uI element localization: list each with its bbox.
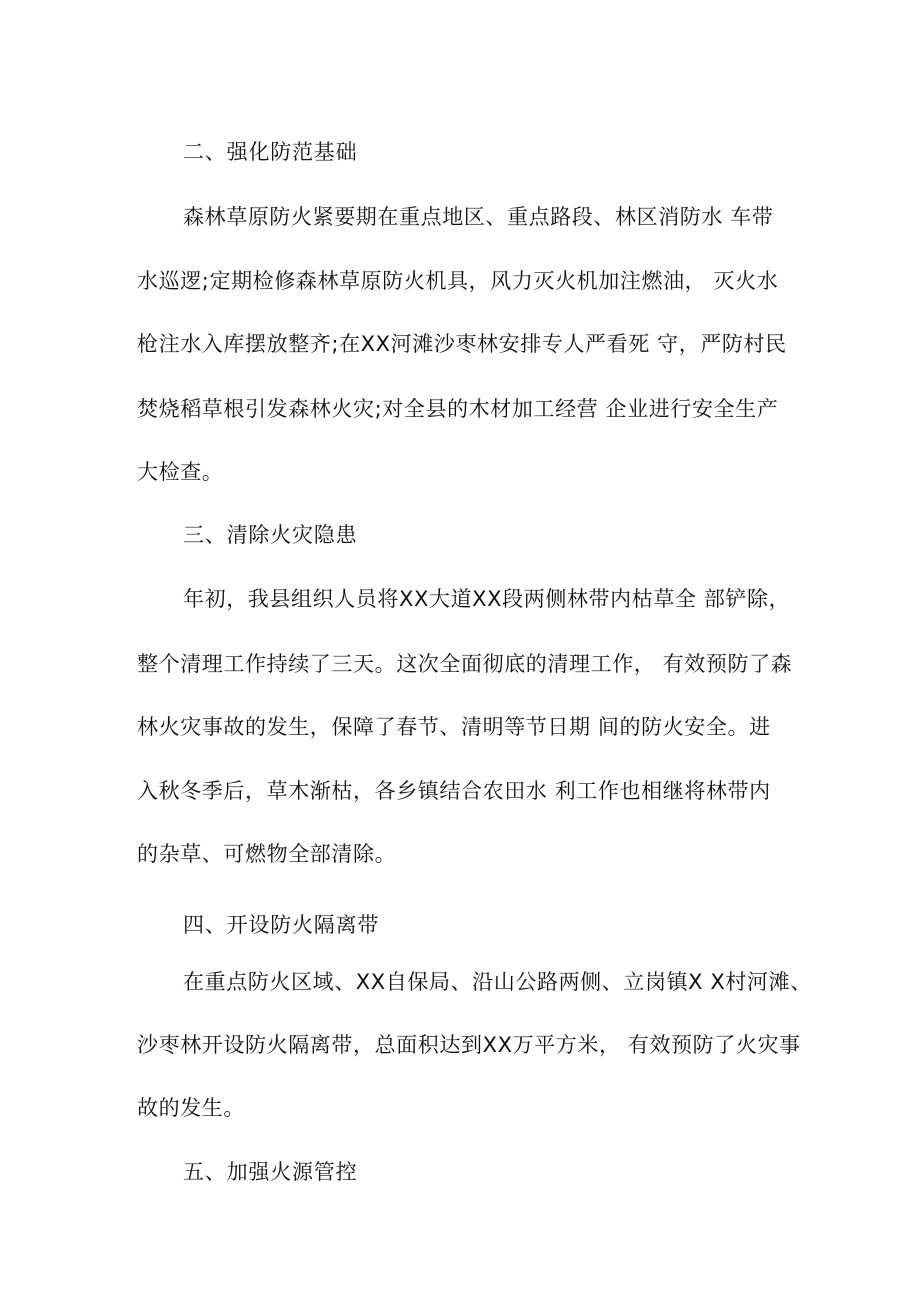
section-heading: 五、加强火源管控 [183, 1160, 358, 1184]
paragraph-line: 林火灾事故的发生，保障了春节、清明等节日期 间的防火安全。进 [137, 715, 771, 739]
paragraph-line: 焚烧稻草根引发森林火灾;对全县的木材加工经营 企业进行安全生产 [137, 397, 779, 421]
paragraph-line: 入秋冬季后，草木渐枯，各乡镇结合农田水 利工作也相继将林带内 [137, 779, 771, 803]
paragraph-line: 水巡逻;定期检修森林草原防火机具，风力灭火机加注燃油， 灭火水 [137, 269, 779, 293]
paragraph-line: 整个清理工作持续了三天。这次全面彻底的清理工作， 有效预防了森 [137, 652, 793, 676]
section-heading: 四、开设防火隔离带 [183, 913, 380, 937]
paragraph-line: 在重点防火区域、XX自保局、沿山公路两侧、立岗镇X X村河滩、 [183, 970, 812, 994]
paragraph-line: 的杂草、可燃物全部清除。 [137, 842, 397, 866]
paragraph-line: 故的发生。 [137, 1096, 245, 1120]
paragraph-line: 沙枣林开设防火隔离带，总面积达到XX万平方米， 有效预防了火灾事 [137, 1033, 801, 1057]
paragraph-line: 枪注水入库摆放整齐;在XX河滩沙枣林安排专人严看死 守，严防村民 [137, 332, 787, 356]
section-heading: 二、强化防范基础 [183, 140, 358, 164]
paragraph-line: 年初，我县组织人员将XX大道XX段两侧林带内枯草全 部铲除， [183, 587, 791, 611]
paragraph-line: 森林草原防火紧要期在重点地区、重点路段、林区消防水 车带 [183, 205, 774, 229]
paragraph-line: 大检查。 [137, 460, 224, 484]
section-heading: 三、清除火灾隐患 [183, 523, 358, 547]
